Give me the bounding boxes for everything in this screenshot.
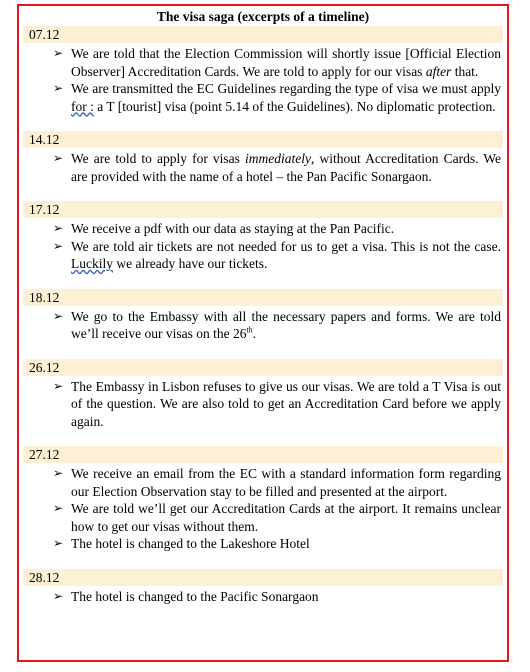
item-text: The Embassy in Lisbon refuses to give us our visas. We are told a T Visa is out of the question. We are also told to get an Accreditation Card before we apply again. bbox=[71, 378, 501, 429]
timeline-section bbox=[19, 446, 507, 569]
arrow-bullet-icon: ➢ bbox=[53, 221, 64, 235]
section-date: 26.12 bbox=[23, 359, 503, 376]
timeline-item bbox=[19, 308, 507, 343]
section-spacer bbox=[19, 273, 507, 289]
item-text: We are transmitted the EC Guidelines regarding the type of visa we must apply bbox=[71, 81, 501, 96]
item-text: th bbox=[246, 325, 253, 335]
timeline-items bbox=[19, 308, 507, 343]
item-text: for : bbox=[71, 98, 94, 114]
item-text: immediately bbox=[245, 151, 311, 166]
item-text: we already have our tickets. bbox=[113, 256, 268, 271]
section-date: 14.12 bbox=[23, 131, 503, 148]
timeline bbox=[19, 26, 507, 605]
section-date: 07.12 bbox=[23, 26, 503, 43]
item-text: The hotel is changed to the Lakeshore Hotel bbox=[71, 536, 310, 551]
arrow-bullet-icon: ➢ bbox=[53, 81, 64, 95]
item-text: We receive an email from the EC with a standard information form regarding our Election Observation stay to be filled and presented at the airport. bbox=[71, 466, 501, 499]
timeline-section bbox=[19, 289, 507, 359]
timeline-item bbox=[19, 588, 507, 606]
item-text: We are told air tickets are not needed for us to get a visa. This is not the case. bbox=[71, 238, 501, 254]
arrow-bullet-icon: ➢ bbox=[53, 46, 64, 60]
timeline-items bbox=[19, 465, 507, 553]
arrow-bullet-icon: ➢ bbox=[53, 501, 64, 515]
section-spacer bbox=[19, 185, 507, 201]
timeline-items bbox=[19, 588, 507, 606]
timeline-item bbox=[19, 465, 507, 500]
arrow-bullet-icon: ➢ bbox=[53, 466, 64, 480]
item-text: We receive a pdf with our data as staying at the Pan Pacific. bbox=[71, 221, 395, 236]
timeline-items bbox=[19, 150, 507, 185]
section-spacer bbox=[19, 430, 507, 446]
section-spacer bbox=[19, 115, 507, 131]
timeline-item bbox=[19, 80, 507, 115]
item-text: We are told to apply for visas bbox=[71, 151, 246, 166]
timeline-items bbox=[19, 45, 507, 115]
item-text: Luckily bbox=[71, 256, 113, 271]
section-date: 28.12 bbox=[23, 569, 503, 586]
item-text: We are told that the Election Commission will shortly issue [Official Election Observer] Accreditation Cards. We are told to apply for our visas bbox=[71, 46, 501, 79]
section-date: 18.12 bbox=[23, 289, 503, 306]
arrow-bullet-icon: ➢ bbox=[53, 238, 64, 253]
item-text: , without Accreditation Cards. We are provided with the name of a hotel – the Pan Pacific Sonargaon. bbox=[71, 151, 501, 184]
timeline-section bbox=[19, 26, 507, 131]
section-date: 17.12 bbox=[23, 201, 503, 218]
timeline-section bbox=[19, 569, 507, 606]
timeline-section bbox=[19, 201, 507, 289]
document-title: The visa saga (excerpts of a timeline) bbox=[156, 9, 370, 24]
item-text: We go to the Embassy with all the necessary papers and forms. We are told we’ll receive our visas on the 26 bbox=[71, 308, 501, 341]
item-text: The hotel is changed to the Pacific Sonargaon bbox=[71, 588, 319, 604]
timeline-item bbox=[19, 220, 507, 238]
section-date: 27.12 bbox=[23, 446, 503, 463]
arrow-bullet-icon: ➢ bbox=[53, 378, 64, 393]
timeline-section bbox=[19, 131, 507, 201]
timeline-item bbox=[19, 500, 507, 535]
item-text: We are told we’ll get our Accreditation Cards at the airport. It remains unclear how to get our visas without them. bbox=[71, 501, 501, 534]
item-text: that. bbox=[451, 63, 479, 79]
timeline-item bbox=[19, 150, 507, 185]
section-spacer bbox=[19, 553, 507, 569]
timeline-item bbox=[19, 238, 507, 273]
item-text: . bbox=[252, 326, 257, 341]
section-spacer bbox=[19, 343, 507, 359]
timeline-item bbox=[19, 378, 507, 431]
document-frame bbox=[17, 4, 509, 662]
timeline-item bbox=[19, 535, 507, 553]
arrow-bullet-icon: ➢ bbox=[53, 308, 64, 323]
timeline-item bbox=[19, 45, 507, 80]
arrow-bullet-icon: ➢ bbox=[53, 151, 64, 165]
timeline-items bbox=[19, 378, 507, 431]
item-text: after bbox=[425, 63, 452, 79]
arrow-bullet-icon: ➢ bbox=[53, 588, 64, 603]
arrow-bullet-icon: ➢ bbox=[53, 536, 64, 550]
timeline-items bbox=[19, 220, 507, 273]
item-text: a T [tourist] visa (point 5.14 of the Guidelines). No diplomatic protection. bbox=[93, 98, 496, 114]
timeline-section bbox=[19, 359, 507, 447]
